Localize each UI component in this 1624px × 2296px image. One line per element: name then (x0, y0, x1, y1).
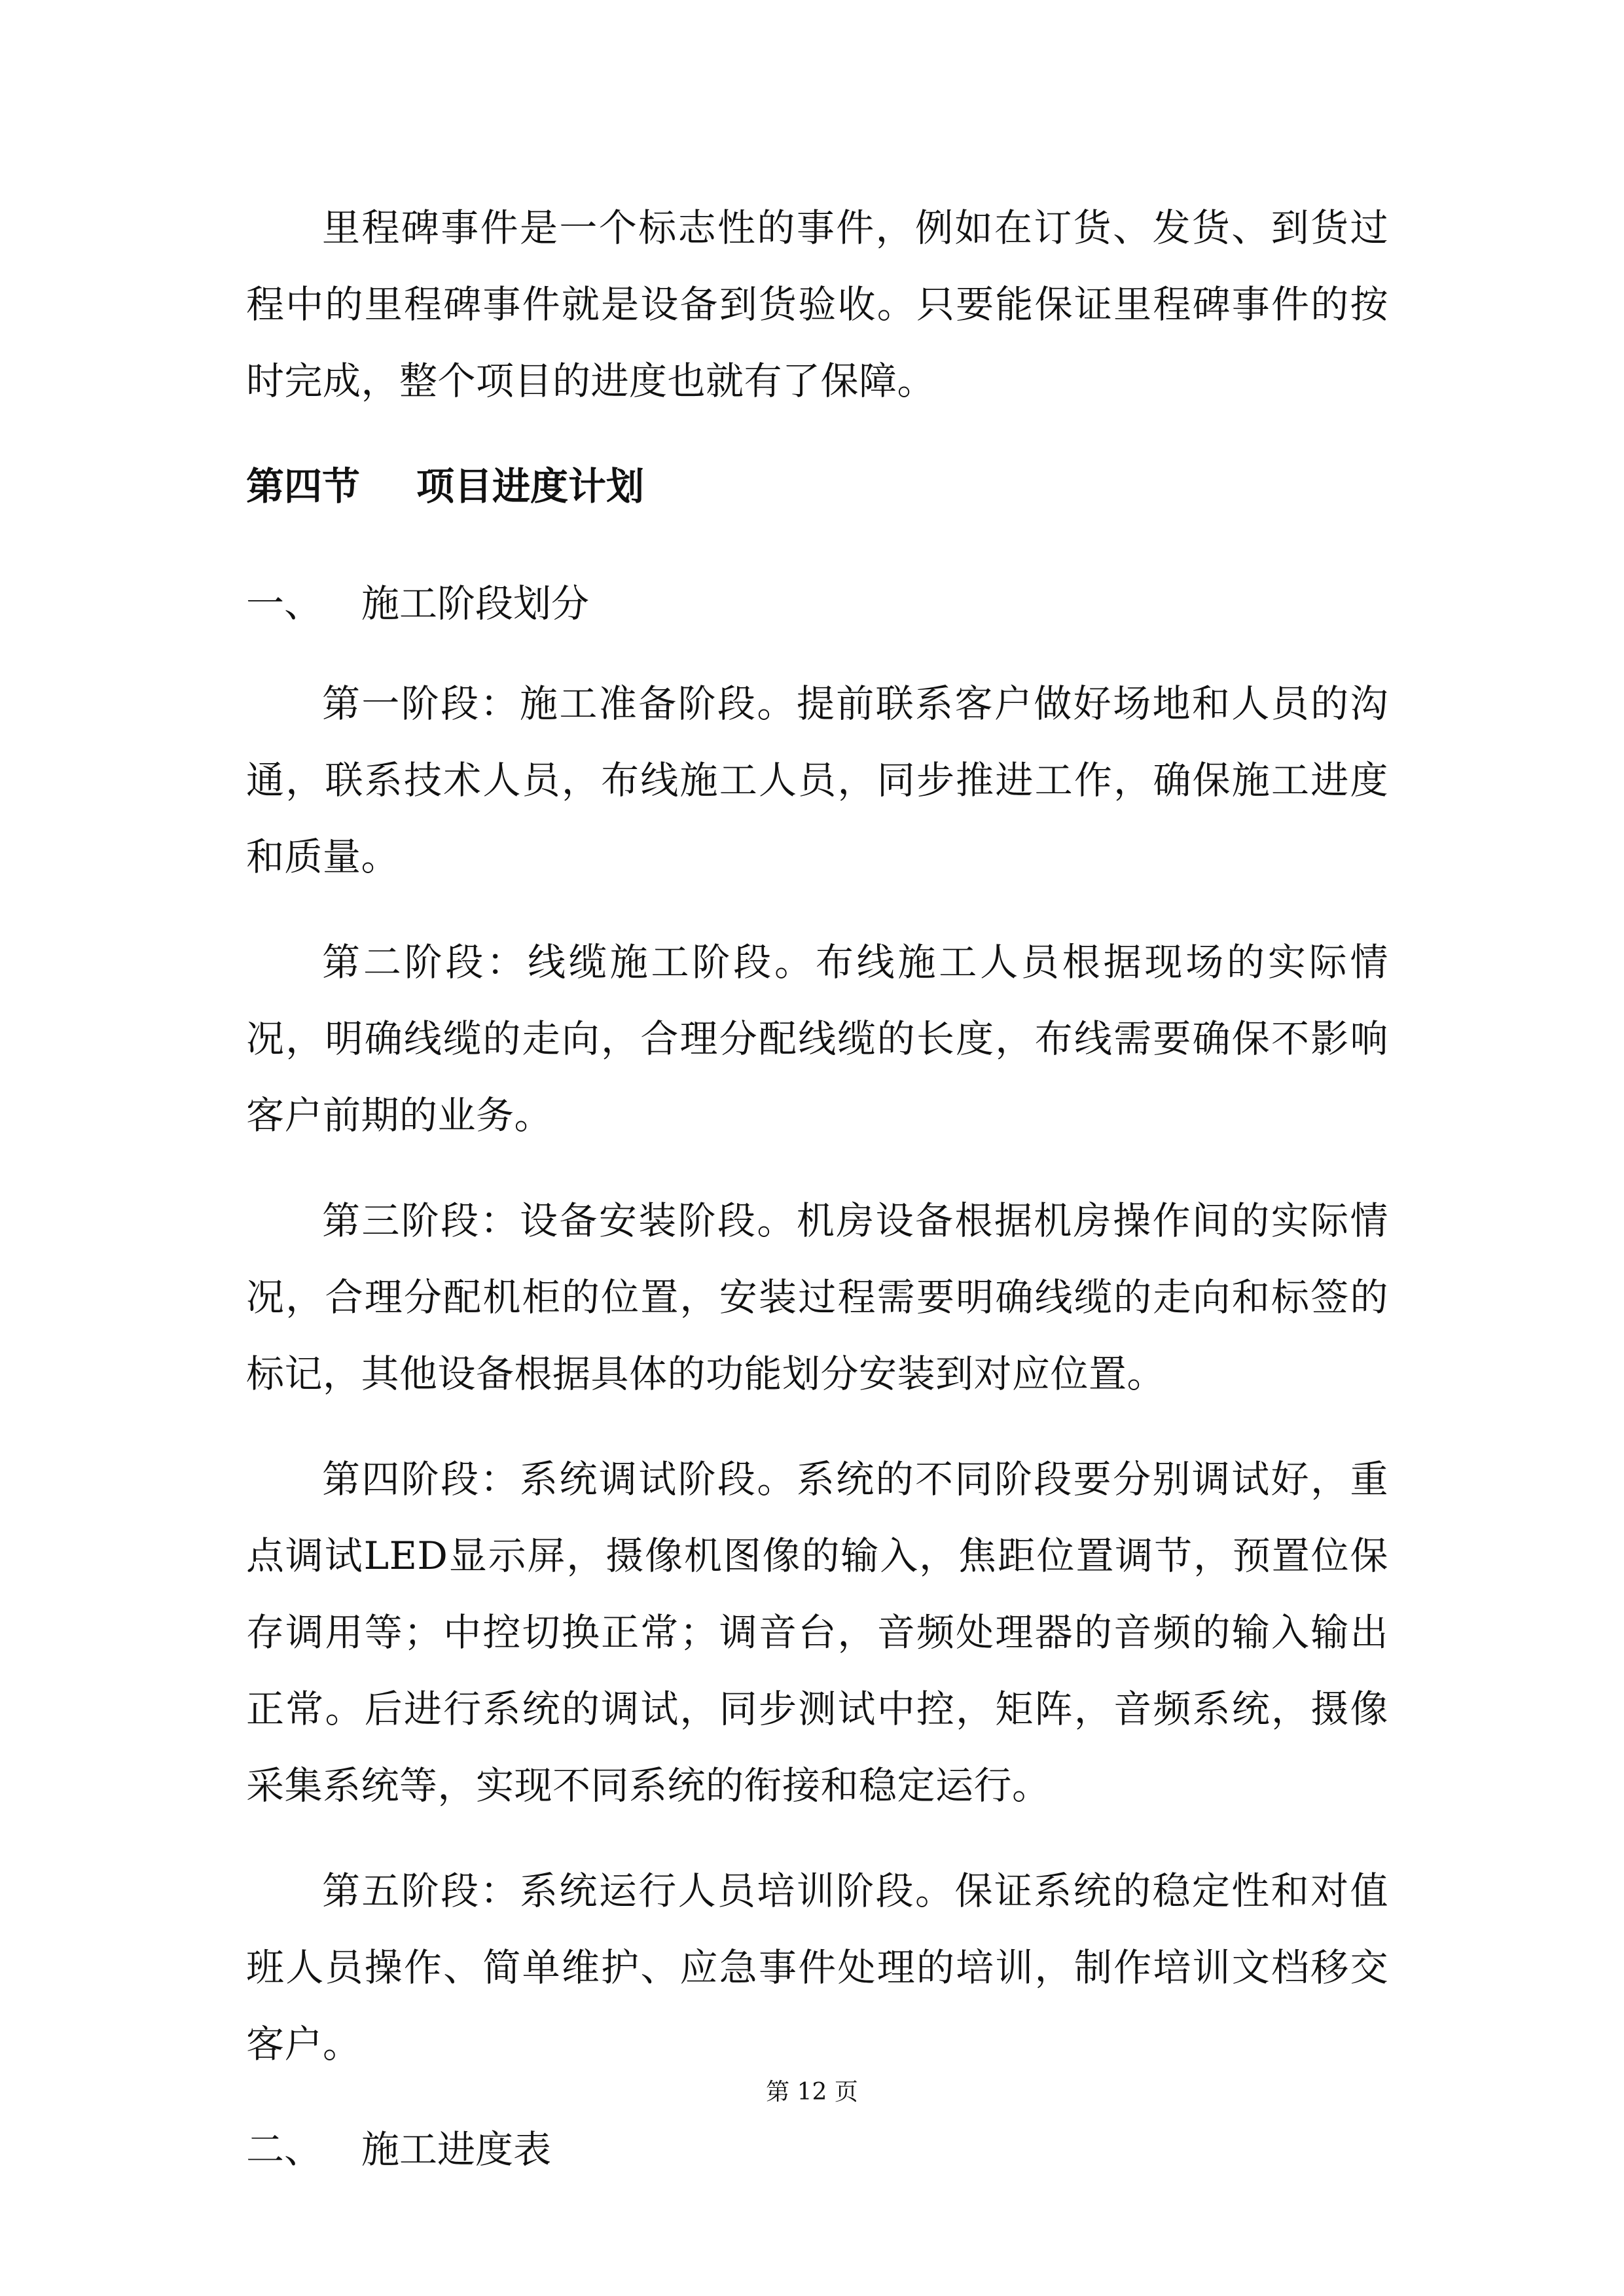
subsection-2-number: 二、 (246, 2127, 323, 2172)
stage-paragraph-2: 第二阶段：线缆施工阶段。布线施工人员根据现场的实际情况，明确线缆的走向，合理分配线缆的长度，布线需要确保不影响客户前期的业务。 (246, 940, 1388, 1138)
subsection-1-number: 一、 (246, 581, 323, 626)
subsection-heading-2 (246, 2111, 1388, 2188)
intro-paragraph: 里程碑事件是一个标志性的事件，例如在订货、发货、到货过程中的里程碑事件就是设备到货验收。只要能保证里程碑事件的按时完成，整个项目的进度也就有了保障。 (246, 206, 1388, 403)
subsection-heading-1 (246, 565, 1388, 642)
subsection-1-title: 施工阶段划分 (361, 581, 590, 626)
stage-paragraph-5: 第五阶段：系统运行人员培训阶段。保证系统的稳定性和对值班人员操作、简单维护、应急事件处理的培训，制作培训文档移交客户。 (246, 1869, 1388, 2066)
section-heading (246, 448, 1388, 525)
page-content (246, 190, 1388, 2229)
section-title: 项目进度计划 (416, 464, 645, 509)
stage-paragraph-3: 第三阶段：设备安装阶段。机房设备根据机房操作间的实际情况，合理分配机柜的位置，安装过程需要明确线缆的走向和标签的标记，其他设备根据具体的功能划分安装到对应位置。 (246, 1198, 1388, 1396)
stage-paragraph-4: 第四阶段：系统调试阶段。系统的不同阶段要分别调试好，重点调试LED显示屏，摄像机图像的输入，焦距位置调节，预置位保存调用等；中控切换正常；调音台，音频处理器的音频的输入输出正常。后进行系统的调试，同步测试中控，矩阵，音频系统，摄像采集系统等，实现不同系统的衔接和稳定运行。 (246, 1457, 1388, 1808)
page-number: 第 12 页 (766, 2079, 858, 2106)
subsection-2-title: 施工进度表 (361, 2127, 552, 2172)
section-number: 第四节 (246, 464, 361, 509)
stage-paragraph-1: 第一阶段：施工准备阶段。提前联系客户做好场地和人员的沟通，联系技术人员，布线施工人员，同步推进工作，确保施工进度和质量。 (246, 681, 1388, 879)
